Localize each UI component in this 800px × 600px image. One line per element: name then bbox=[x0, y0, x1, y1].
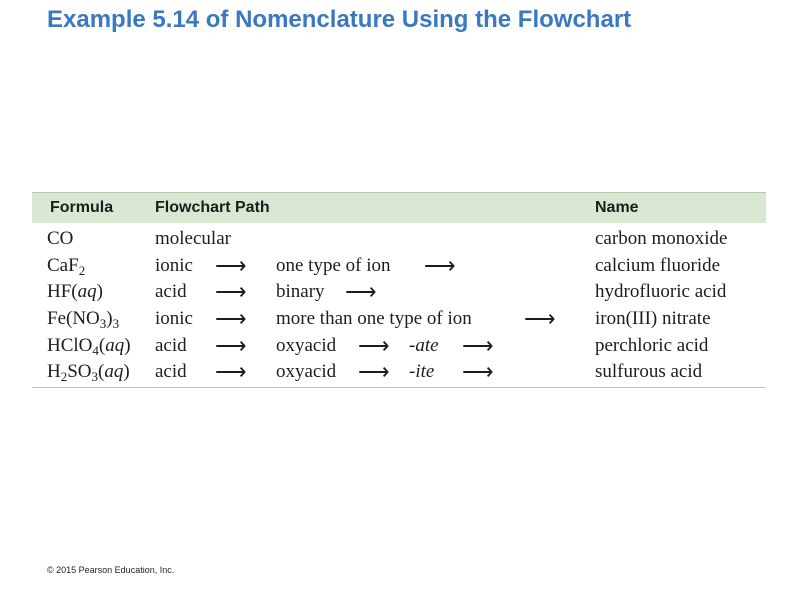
compound-name: calcium fluoride bbox=[595, 255, 721, 276]
right-arrow-icon: ⟶ bbox=[524, 306, 556, 331]
nomenclature-table bbox=[32, 192, 766, 388]
formula-cell: HClO$_4$(aq) bbox=[47, 335, 131, 358]
table-row bbox=[32, 254, 766, 280]
right-arrow-icon: ⟶ bbox=[424, 253, 456, 278]
table-row bbox=[32, 280, 766, 306]
path-step-3: -ite bbox=[409, 361, 435, 382]
right-arrow-icon: ⟶ bbox=[358, 333, 390, 358]
right-arrow-icon: ⟶ bbox=[358, 359, 390, 384]
table-row bbox=[32, 360, 766, 386]
copyright-footer: © 2015 Pearson Education, Inc. bbox=[47, 565, 175, 575]
path-step-1: ionic bbox=[155, 308, 193, 329]
right-arrow-icon: ⟶ bbox=[215, 279, 247, 304]
header-formula: Formula bbox=[50, 199, 114, 216]
table-body bbox=[32, 223, 766, 387]
path-step-3: -ate bbox=[409, 335, 439, 356]
path-step-2: more than one type of ion bbox=[276, 308, 472, 329]
formula-cell: $H_2SO_3(aq)$ bbox=[47, 361, 130, 384]
right-arrow-icon: ⟶ bbox=[462, 333, 494, 358]
compound-name: sulfurous acid bbox=[595, 361, 703, 382]
right-arrow-icon: ⟶ bbox=[215, 306, 247, 331]
table-row bbox=[32, 334, 766, 360]
path-step-2: binary bbox=[276, 281, 325, 302]
path-step-1: acid bbox=[155, 335, 187, 356]
path-step-2: oxyacid bbox=[276, 335, 337, 356]
path-step-2: oxyacid bbox=[276, 361, 337, 382]
compound-name: hydrofluoric acid bbox=[595, 281, 727, 302]
path-step-1: molecular bbox=[155, 228, 231, 249]
table-header bbox=[32, 193, 766, 223]
formula-cell: CaF$_2$ bbox=[47, 255, 86, 278]
path-step-1: ionic bbox=[155, 255, 193, 276]
header-name: Name bbox=[595, 199, 639, 216]
formula-cell: CO bbox=[47, 228, 74, 249]
path-step-1: acid bbox=[155, 361, 187, 382]
path-step-1: acid bbox=[155, 281, 187, 302]
table-row bbox=[32, 227, 766, 253]
compound-name: carbon monoxide bbox=[595, 228, 728, 249]
page-title: Example 5.14 of Nomenclature Using the Flowchart bbox=[47, 6, 632, 33]
table-row bbox=[32, 307, 766, 333]
right-arrow-icon: ⟶ bbox=[462, 359, 494, 384]
compound-name: iron(III) nitrate bbox=[595, 308, 711, 329]
right-arrow-icon: ⟶ bbox=[215, 253, 247, 278]
header-flowchart-path: Flowchart Path bbox=[155, 199, 270, 216]
right-arrow-icon: ⟶ bbox=[215, 333, 247, 358]
right-arrow-icon: ⟶ bbox=[215, 359, 247, 384]
formula-cell: HF(aq) bbox=[47, 281, 103, 302]
path-step-2: one type of ion bbox=[276, 255, 391, 276]
right-arrow-icon: ⟶ bbox=[345, 279, 377, 304]
compound-name: perchloric acid bbox=[595, 335, 709, 356]
formula-cell: $Fe(NO_3)_3$ bbox=[47, 308, 120, 331]
